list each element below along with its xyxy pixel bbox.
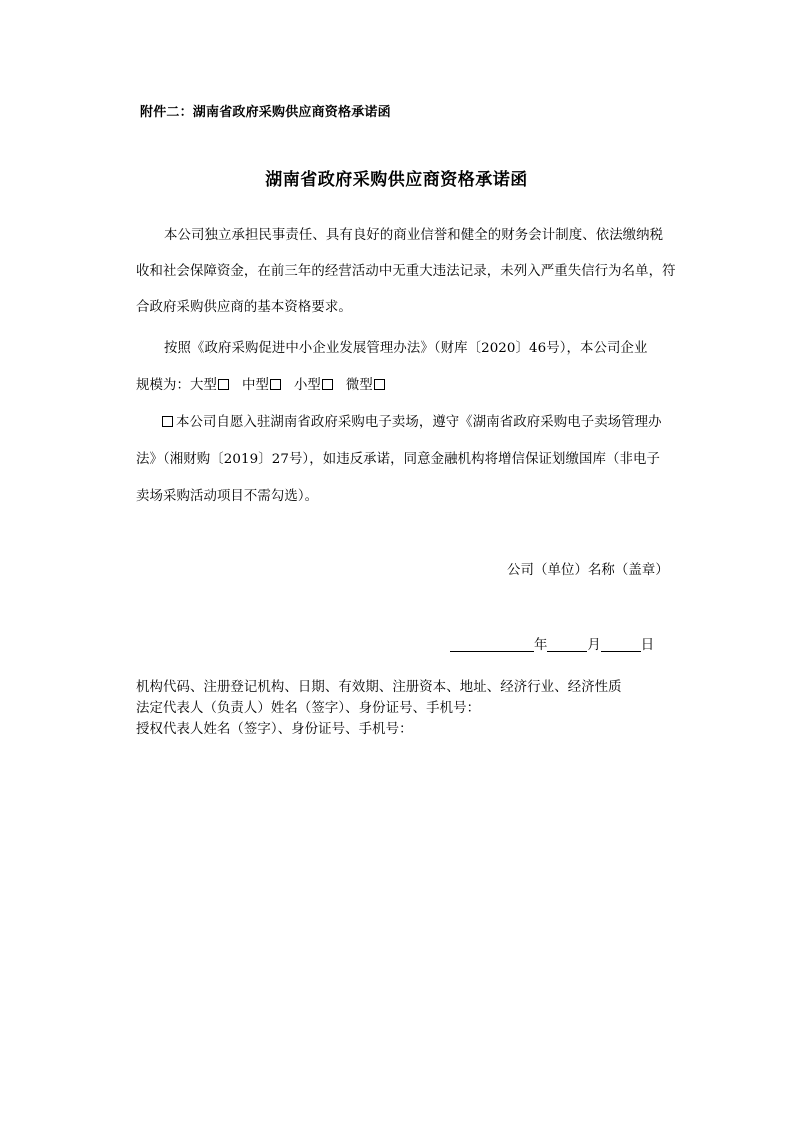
scale-medium-checkbox[interactable] — [270, 379, 281, 390]
paragraph1-line2: 收和社会保障资金，在前三年的经营活动中无重大违法记录，未列入严重失信行为名单，符 — [136, 264, 676, 279]
enterprise-scale-row — [136, 374, 398, 393]
scale-option-micro-label: 微型 — [345, 378, 373, 393]
scale-option-large-label: 大型 — [189, 378, 217, 393]
year-blank[interactable] — [450, 637, 534, 652]
footer-fields-line3: 授权代表人姓名（签字）、身份证号、手机号： — [136, 722, 413, 737]
day-blank[interactable] — [601, 637, 641, 652]
scale-small-checkbox[interactable] — [322, 379, 333, 390]
scale-option-small[interactable] — [294, 374, 336, 393]
scale-option-medium[interactable] — [242, 374, 284, 393]
date-line — [450, 634, 654, 653]
paragraph3-line1: 本公司自愿入驻湖南省政府采购电子卖场，遵守《湖南省政府采购电子卖场管理办 — [176, 415, 662, 430]
scale-option-small-label: 小型 — [293, 378, 321, 393]
scale-large-checkbox[interactable] — [218, 379, 229, 390]
scale-micro-checkbox[interactable] — [374, 379, 385, 390]
month-label: 月 — [587, 638, 601, 653]
scale-option-large[interactable] — [190, 374, 232, 393]
paragraph1-line3: 合政府采购供应商的基本资格要求。 — [136, 300, 352, 315]
scale-option-micro[interactable] — [346, 374, 388, 393]
paragraph3-line1-row — [162, 411, 662, 430]
year-label: 年 — [534, 638, 548, 653]
enterprise-scale-label: 规模为： — [136, 378, 190, 393]
e-mall-consent-checkbox[interactable] — [162, 416, 173, 427]
footer-fields-line2: 法定代表人（负责人）姓名（签字）、身份证号、手机号： — [136, 701, 481, 716]
company-seal-label: 公司（单位）名称（盖章） — [507, 563, 669, 578]
month-blank[interactable] — [547, 637, 587, 652]
attachment-label: 附件二：湖南省政府采购供应商资格承诺函 — [140, 105, 391, 120]
page-title: 湖南省政府采购供应商资格承诺函 — [265, 170, 528, 190]
day-label: 日 — [640, 638, 655, 653]
paragraph3-line3: 卖场采购活动项目不需勾选）。 — [136, 489, 319, 504]
paragraph1-line1: 本公司独立承担民事责任、具有良好的商业信誉和健全的财务会计制度、依法缴纳税 — [164, 228, 664, 243]
paragraph2-line1: 按照《政府采购促进中小企业发展管理办法》（财库〔2020〕46号），本公司企业 — [164, 341, 648, 356]
footer-fields-line1: 机构代码、注册登记机构、日期、有效期、注册资本、地址、经济行业、经济性质 — [136, 680, 622, 695]
paragraph3-line2: 法》（湘财购〔2019〕27号），如违反承诺，同意金融机构将增信保证划缴国库（非电子 — [136, 452, 660, 467]
scale-option-medium-label: 中型 — [241, 378, 269, 393]
